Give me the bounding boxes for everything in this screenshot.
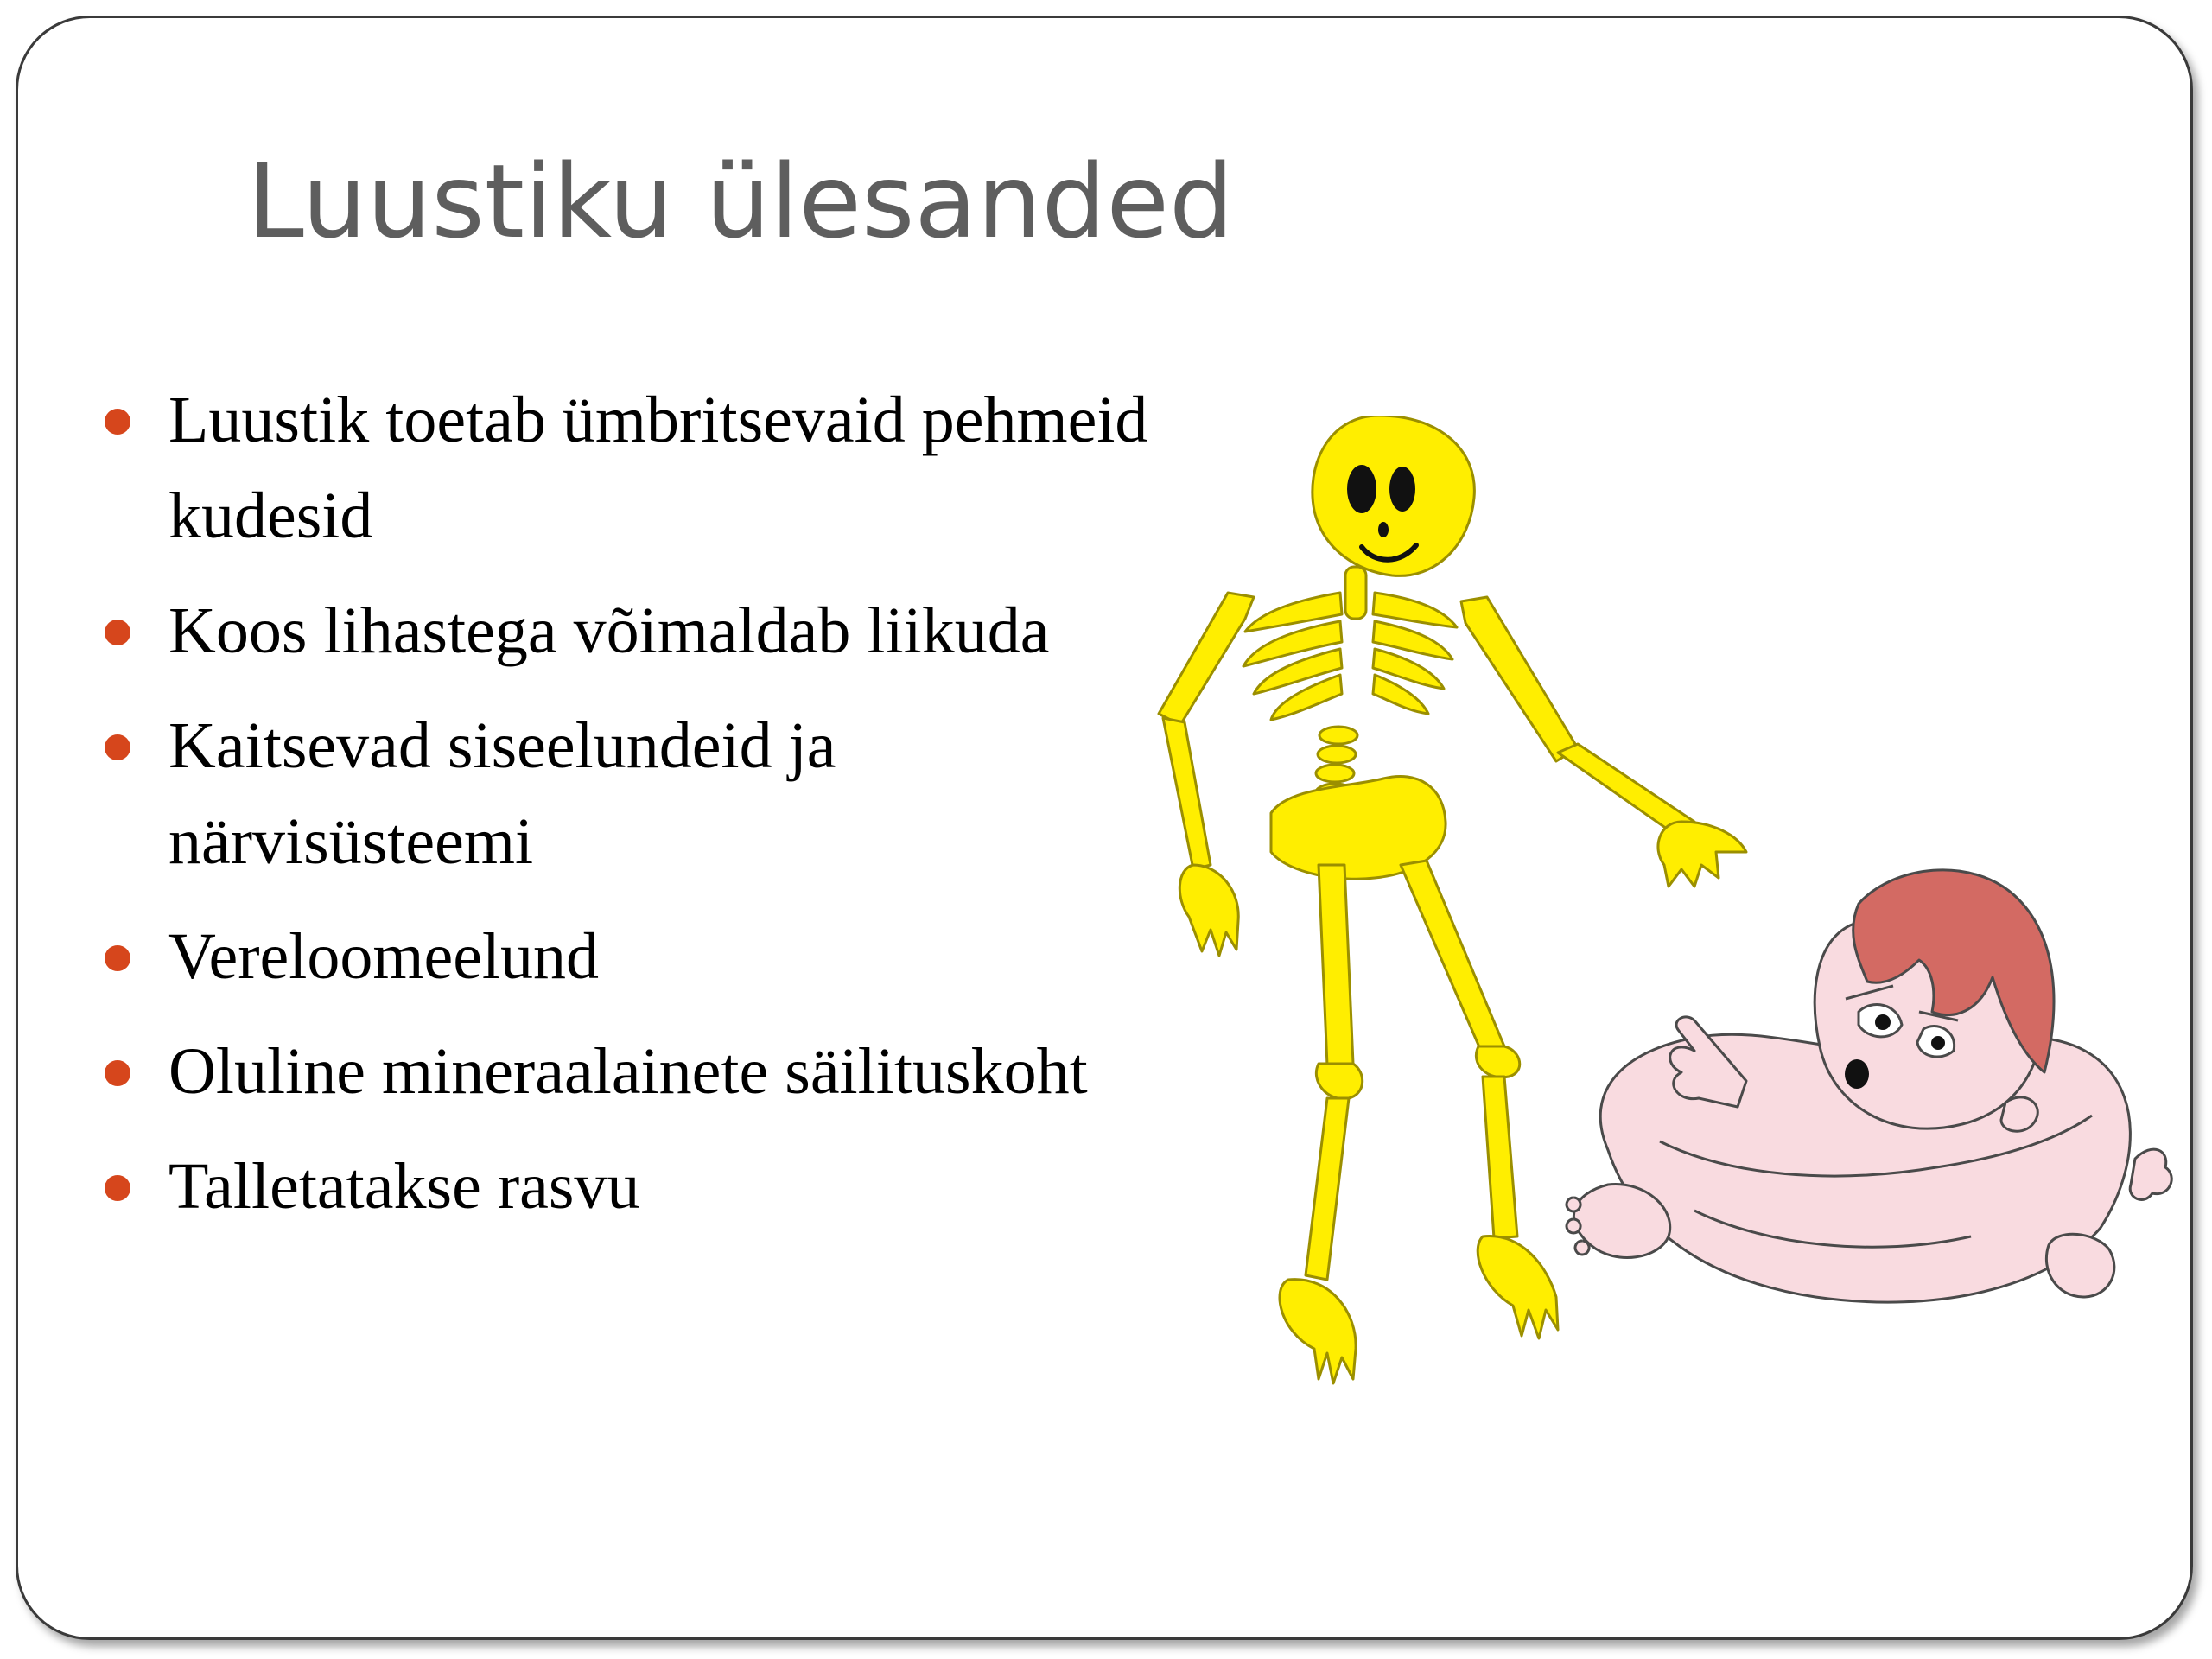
bullet-dot-icon	[105, 620, 130, 645]
bullet-text: Luustik toetab ümbritsevaid pehmeid kudesid	[168, 384, 1148, 552]
bullet-text: Talletatakse rasvu	[168, 1150, 640, 1223]
bullet-text: Oluline mineraalainete säilituskoht	[168, 1035, 1088, 1108]
baby-illustration	[1567, 870, 2171, 1302]
slide-title: Luustiku ülesanded	[247, 142, 1234, 261]
bullet-list	[87, 372, 1176, 1254]
bullet-item	[87, 372, 1176, 564]
slide	[16, 16, 2193, 1640]
bullet-dot-icon	[105, 945, 130, 971]
bullet-item	[87, 1024, 1176, 1120]
bullet-item	[87, 698, 1176, 890]
bullet-text: Koos lihastega võimaldab liikuda	[168, 594, 1050, 667]
bullet-dot-icon	[105, 409, 130, 435]
bullet-dot-icon	[105, 1060, 130, 1086]
bullet-dot-icon	[105, 1175, 130, 1201]
bullet-item	[87, 1139, 1176, 1235]
bullet-text: Vereloomeelund	[168, 920, 600, 993]
bullet-text: Kaitsevad siseelundeid ja närvisüsteemi	[168, 709, 836, 878]
skeleton-and-baby-illustration	[1141, 416, 2193, 1435]
bullet-item	[87, 583, 1176, 679]
bullet-item	[87, 909, 1176, 1005]
bullet-dot-icon	[105, 734, 130, 760]
